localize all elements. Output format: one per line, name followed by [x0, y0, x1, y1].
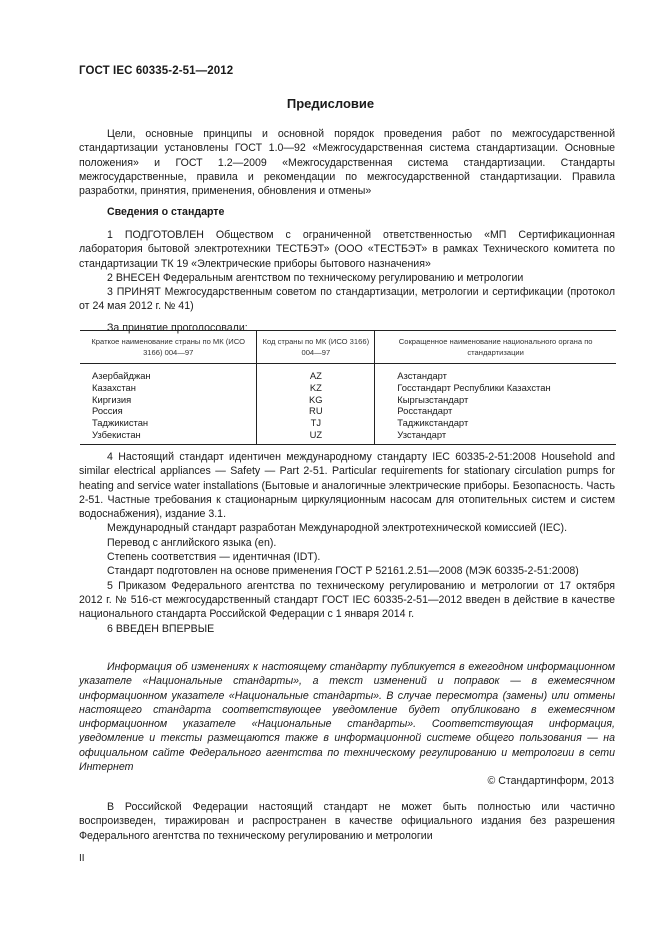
item-2: 2 ВНЕСЕН Федеральным агентством по техническому регулированию и метрологии [107, 271, 524, 284]
item-3: 3 ПРИНЯТ Межгосударственным советом по стандартизации, метрологии и сертификации (протокол от 24 мая 2012 г. № 41) [79, 286, 615, 313]
info-items-block [79, 228, 615, 335]
table-row [80, 417, 616, 429]
code-cell: KZ [257, 382, 375, 394]
table-row [80, 405, 616, 417]
country-cell: Казахстан [92, 381, 136, 393]
agency-cell: Узстандарт [375, 429, 616, 444]
code-cell: UZ [257, 429, 375, 444]
copyright: © Стандартинформ, 2013 [487, 775, 614, 787]
agency-cell: Росстандарт [375, 405, 616, 417]
item-4-translation: Перевод с английского языка (en). [107, 536, 277, 549]
item-1: 1 ПОДГОТОВЛЕН Обществом с ограниченной ответственностью «МП Сертификационная лаборатория бытовой электротехники ТЕСТБЭТ» (ООО «ТЕСТБЭТ» в рамках Технического комитета по стандартизации ТК 19 «Электрические приборы бытового назначения» [79, 229, 615, 270]
item-6: 6 ВВЕДЕН ВПЕРВЫЕ [107, 622, 215, 635]
item-5: 5 Приказом Федерального агентства по техническому регулированию и метрологии от 17 октября 2012 г. № 516-ст межгосударственный стандарт ГОСТ IEC 60335-2-51—2012 введен в действие в качестве национального стандарта Российской Федерации с 1 января 2014 г. [79, 579, 615, 621]
code-cell: KG [257, 394, 375, 406]
country-cell: Таджикистан [92, 417, 149, 429]
item-4-degree: Степень соответствия — идентичная (IDT). [107, 551, 321, 564]
header-code: Код страны по МК (ИСО 3166) 004—97 [257, 331, 375, 364]
page-title: Предисловие [286, 96, 375, 111]
page-number: II [79, 853, 85, 864]
table-header-row [80, 331, 616, 364]
country-cell: Узбекистан [80, 429, 257, 444]
document-header: ГОСТ IEC 60335-2-51—2012 [79, 65, 234, 77]
code-cell: RU [257, 405, 375, 417]
table-row [80, 394, 616, 406]
item-4: 4 Настоящий стандарт идентичен международному стандарту IEC 60335-2-51:2008 Household and similar electrical appliances — Safety — Part 2-51. Particular requirements for stationary circulation pumps for heating and service water installations (Бытовые и аналогичные электрические приборы. Безопасность. Часть 2-51. Частные требования к стационарным циркуляционным насосам для отопительных систем и систем водоснабжения), издание 3.1. [79, 451, 615, 521]
info-note: Информация об изменениях к настоящему стандарту публикуется в ежегодном информационном указателе «Национальные стандарты», а текст изменений и поправок — в ежемесячном информационном указателе «Национальные стандарты». В случае пересмотра (замены) или отмены настоящего стандарта соответствующее уведомление будет опубликовано в ежемесячном информационном указателе «Национальные стандарты». Соответствующая информация, уведомление и тексты размещаются также в информационной системе общего пользования — на официальном сайте Федерального агентства по техническому регулированию и метрологии в сети Интернет [79, 661, 615, 774]
section-heading: Сведения о стандарте [107, 206, 225, 218]
code-cell: TJ [257, 417, 375, 429]
header-country: Краткое наименование страны по МК (ИСО 3166) 004—97 [80, 331, 257, 364]
agency-cell: Азстандарт [375, 364, 616, 382]
header-agency: Сокращенное наименование национального органа по стандартизации [375, 331, 616, 364]
table-row [80, 382, 616, 394]
restriction-notice: В Российской Федерации настоящий стандарт не может быть полностью или частично воспроизведен, тиражирован и распространен в качестве официального издания без разрешения Федерального агентства по техническому регулированию и метрологии [79, 801, 615, 842]
voting-table [80, 330, 616, 445]
agency-cell: Госстандарт Республики Казахстан [375, 382, 616, 394]
intro-paragraph: Цели, основные принципы и основной порядок проведения работ по межгосударственной стандартизации установлены ГОСТ 1.0—92 «Межгосударственная система стандартизации. Основные положения» и ГОСТ 1.2—2009 «Межгосударственная система стандартизации. Стандарты межгосударственные, правила и рекомендации по межгосударственной стандартизации. Правила разработки, принятия, применения, обновления и отмены» [79, 128, 615, 198]
item-4-basis: Стандарт подготовлен на основе применения ГОСТ Р 52161.2.51—2008 (МЭК 60335-2-51:2008) [107, 565, 579, 578]
code-cell: AZ [257, 364, 375, 382]
agency-cell: Таджикстандарт [375, 417, 616, 429]
country-cell: Азербайджан [92, 370, 151, 381]
agency-cell: Кыргызстандарт [375, 394, 616, 406]
table-row [80, 364, 616, 382]
country-cell: Россия [92, 405, 123, 417]
table-row [80, 429, 616, 444]
country-cell: Киргизия [92, 393, 132, 405]
item-4-origin: Международный стандарт разработан Международной электротехнической комиссией (IEC). [107, 522, 568, 535]
info-items-block-2 [79, 450, 615, 636]
vote-label: За принятие проголосовали: [107, 321, 248, 334]
